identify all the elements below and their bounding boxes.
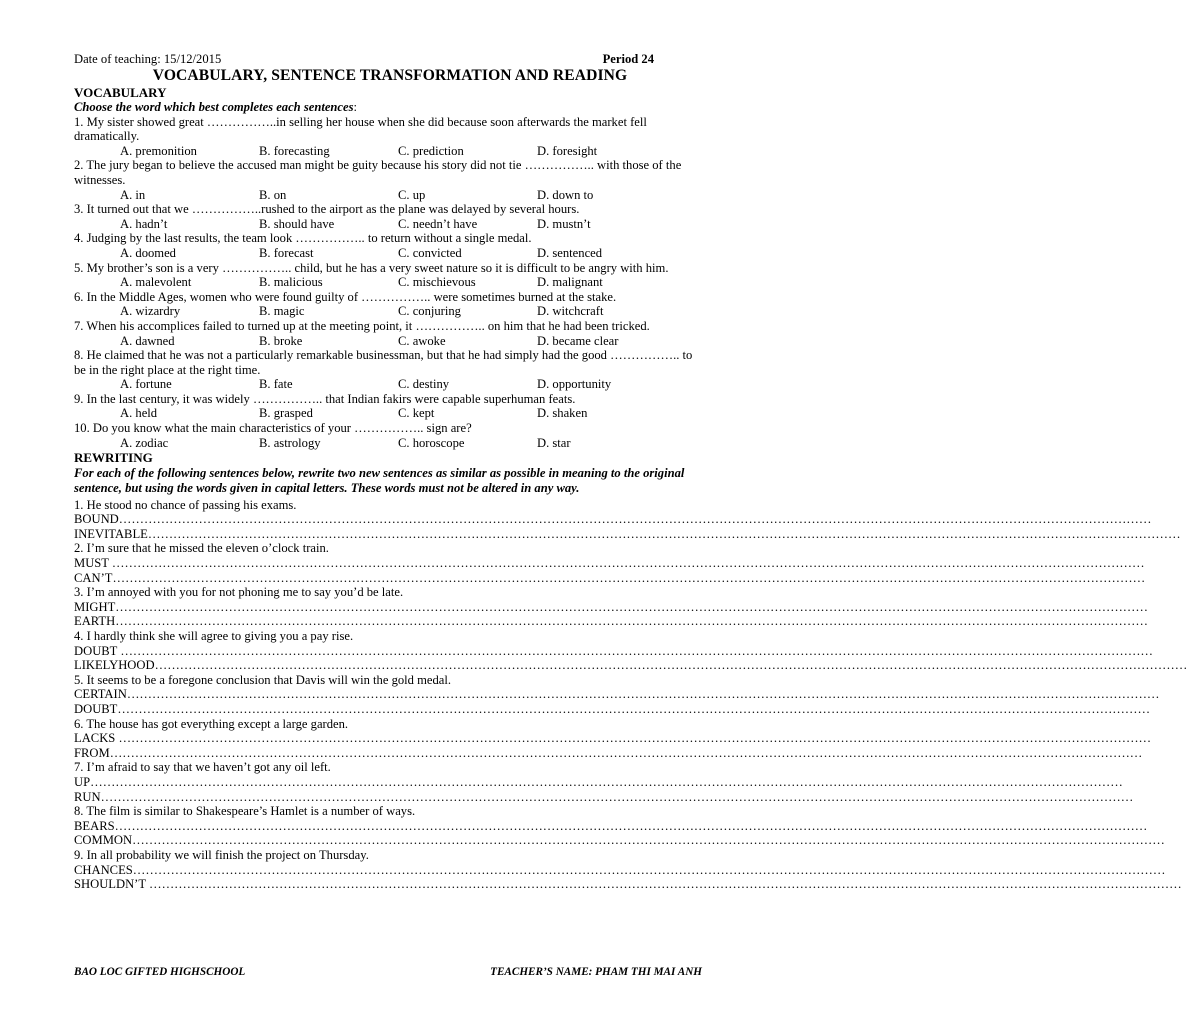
answer-option: A. dawned — [120, 333, 175, 348]
rewrite-item — [74, 847, 1182, 892]
keyword: FROM — [74, 745, 110, 760]
answer-option: D. down to — [537, 187, 594, 202]
answer-line[interactable] — [74, 526, 1181, 542]
rewrite-sentence: 9. In all probability we will finish the project on Thursday. — [74, 847, 369, 862]
answer-option: C. convicted — [398, 245, 462, 260]
answer-line[interactable] — [74, 599, 1148, 615]
answer-options — [74, 436, 706, 451]
question-text: 6. In the Middle Ages, women who were found guilty of …………….. were sometimes burned at the stake. — [74, 289, 617, 304]
keyword: INEVITABLE — [74, 526, 148, 541]
answer-option: C. kept — [398, 406, 435, 421]
answer-options — [74, 406, 706, 421]
keyword: BEARS — [74, 818, 115, 833]
question-text: 3. It turned out that we ……………..rushed to the airport as the plane was delayed by several hours. — [74, 202, 580, 217]
question-item — [74, 202, 706, 231]
question-text: 1. My sister showed great ……………..in selling her house when she did because soon afterwards the market fell dramatically. — [74, 114, 647, 144]
keyword: COMMON — [74, 833, 133, 848]
rewrite-sentence: 4. I hardly think she will agree to giving you a pay rise. — [74, 629, 354, 643]
keyword: MUST — [74, 556, 112, 571]
dotted-fill: ………………………………………………………………………………………………………………………………………………………………………………………………………………………… — [118, 512, 1152, 527]
page-footer — [74, 966, 702, 978]
answer-line[interactable] — [74, 556, 1145, 571]
keyword: CAN’T — [74, 570, 113, 585]
dotted-fill: ………………………………………………………………………………………………………………………………………………………………………………………………………………………… — [111, 556, 1145, 571]
answer-option: C. destiny — [398, 377, 450, 392]
answer-option: C. mischievous — [398, 275, 476, 290]
question-item — [74, 348, 706, 392]
dotted-fill: ………………………………………………………………………………………………………………………………………………………………………………………………………………………… — [154, 658, 1187, 673]
answer-option: B. fate — [259, 377, 293, 392]
answer-option: A. in — [120, 187, 146, 202]
dotted-fill: ………………………………………………………………………………………………………………………………………………………………………………………………………………………… — [126, 687, 1160, 702]
teacher-name: TEACHER’S NAME: PHAM THI MAI ANH — [490, 966, 702, 978]
answer-option: A. malevolent — [120, 275, 192, 290]
vocabulary-instruction: Choose the word which best completes each sentences — [74, 100, 354, 114]
instruction-colon: : — [353, 100, 358, 114]
answer-option: B. magic — [259, 304, 305, 319]
rewrite-sentence: 6. The house has got everything except a large garden. — [74, 716, 349, 731]
answer-option: C. conjuring — [398, 304, 461, 319]
answer-line[interactable] — [74, 877, 1182, 892]
dotted-fill: ………………………………………………………………………………………………………………………………………………………………………………………………………………………… — [100, 789, 1134, 804]
keyword: RUN — [74, 789, 101, 804]
date-of-teaching: Date of teaching: 15/12/2015 — [74, 52, 222, 66]
answer-option: B. broke — [259, 333, 303, 348]
rewrite-item — [74, 672, 1160, 717]
answer-options — [74, 144, 706, 159]
keyword: DOUBT — [74, 701, 118, 716]
question-text: 7. When his accomplices failed to turned up at the meeting point, it …………….. on him that he had been tricked. — [74, 318, 650, 333]
question-item — [74, 115, 706, 159]
answer-line[interactable] — [74, 570, 1146, 586]
vocabulary-heading: VOCABULARY — [74, 85, 167, 100]
answer-line[interactable] — [74, 862, 1166, 878]
rewrite-sentence: 1. He stood no chance of passing his exams. — [74, 497, 297, 512]
dotted-fill: ………………………………………………………………………………………………………………………………………………………………………………………………………………………… — [132, 833, 1165, 848]
answer-option: B. forecasting — [259, 143, 330, 158]
answer-option: C. awoke — [398, 333, 446, 348]
rewrite-sentence: 5. It seems to be a foregone conclusion that Davis will win the gold medal. — [74, 672, 452, 687]
question-item — [74, 290, 706, 319]
answer-option: C. up — [398, 187, 426, 202]
keyword: CHANCES — [74, 862, 133, 877]
answer-option: B. on — [259, 187, 287, 202]
dotted-fill: ………………………………………………………………………………………………………………………………………………………………………………………………………………………… — [132, 862, 1166, 877]
answer-option: A. wizardry — [120, 304, 181, 319]
answer-option: B. grasped — [259, 406, 313, 421]
answer-option: B. should have — [259, 216, 335, 231]
answer-line[interactable] — [74, 701, 1151, 717]
rewrite-item — [74, 804, 1165, 848]
answer-option: A. premonition — [120, 143, 197, 158]
answer-line[interactable] — [74, 833, 1165, 848]
dotted-fill: ………………………………………………………………………………………………………………………………………………………………………………………………………………………… — [147, 526, 1181, 541]
answer-line[interactable] — [74, 614, 1148, 629]
answer-option: D. foresight — [537, 143, 598, 158]
answer-line[interactable] — [74, 789, 1134, 805]
rewrite-sentence: 2. I’m sure that he missed the eleven o’clock train. — [74, 541, 329, 556]
question-item — [74, 231, 706, 260]
answer-option: B. malicious — [259, 275, 323, 290]
dotted-fill: ………………………………………………………………………………………………………………………………………………………………………………………………………………………… — [90, 774, 1123, 789]
vocabulary-instruction-row — [74, 100, 706, 115]
keyword: LIKELYHOOD — [74, 658, 155, 673]
rewrite-item — [74, 716, 1152, 761]
answer-options — [74, 334, 706, 349]
question-item — [74, 319, 706, 348]
answer-option: D. shaken — [537, 406, 588, 421]
keyword: BOUND — [74, 512, 119, 527]
answer-options — [74, 377, 706, 392]
rewrite-sentence: 7. I’m afraid to say that we haven’t got any oil left. — [74, 760, 331, 775]
answer-option: C. horoscope — [398, 435, 465, 450]
answer-line[interactable] — [74, 745, 1143, 761]
rewriting-instruction: For each of the following sentences below, rewrite two new sentences as similar as possible in meaning to the original sentence, but using the words given in capital letters. These words must not be altered in any way. — [74, 466, 685, 496]
keyword: DOUBT — [74, 643, 121, 658]
page-header — [74, 52, 706, 67]
answer-options — [74, 217, 706, 232]
answer-options — [74, 304, 706, 319]
answer-line[interactable] — [74, 658, 1187, 673]
question-item — [74, 158, 706, 202]
dotted-fill: ………………………………………………………………………………………………………………………………………………………………………………………………………………………… — [112, 570, 1146, 585]
answer-option: A. fortune — [120, 377, 172, 392]
answer-line[interactable] — [74, 818, 1148, 834]
answer-option: C. prediction — [398, 143, 464, 158]
question-item — [74, 421, 706, 450]
question-text: 9. In the last century, it was widely …………….. that Indian fakirs were capable superhuman feats. — [74, 391, 576, 406]
answer-option: D. star — [537, 435, 571, 450]
question-text: 5. My brother’s son is a very …………….. child, but he has a very sweet nature so it is difficult to be angry with him. — [74, 260, 669, 275]
answer-option: D. sentenced — [537, 245, 603, 260]
answer-option: A. hadn’t — [120, 216, 168, 231]
answer-option: D. witchcraft — [537, 304, 604, 319]
keyword: CERTAIN — [74, 687, 127, 702]
worksheet-title: VOCABULARY, SENTENCE TRANSFORMATION AND READING — [152, 67, 628, 84]
answer-option: B. forecast — [259, 245, 314, 260]
question-text: 2. The jury began to believe the accused man might be guity because his story did not tie …………….. with those of the witnesses. — [74, 158, 682, 187]
question-item — [74, 261, 706, 290]
dotted-fill: ………………………………………………………………………………………………………………………………………………………………………………………………………………………… — [114, 818, 1148, 833]
keyword: LACKS — [74, 731, 119, 746]
answer-options — [74, 275, 706, 290]
answer-options — [74, 246, 706, 261]
dotted-fill: ………………………………………………………………………………………………………………………………………………………………………………………………………………………… — [115, 599, 1148, 614]
answer-option: D. mustn’t — [537, 216, 591, 231]
keyword: MIGHT — [74, 599, 116, 614]
answer-option: D. malignant — [537, 275, 603, 290]
dotted-fill: ………………………………………………………………………………………………………………………………………………………………………………………………………………………… — [118, 731, 1152, 746]
answer-line[interactable] — [74, 643, 1153, 659]
school-name: BAO LOC GIFTED HIGHSCHOOL — [74, 966, 246, 978]
question-text: 10. Do you know what the main characteristics of your …………….. sign are? — [74, 421, 472, 436]
answer-option: B. astrology — [259, 435, 321, 450]
question-text: 4. Judging by the last results, the team look …………….. to return without a single medal. — [74, 231, 532, 246]
answer-option: A. held — [120, 406, 158, 421]
rewrite-item — [74, 585, 1148, 629]
dotted-fill: ………………………………………………………………………………………………………………………………………………………………………………………………………………………… — [115, 614, 1148, 629]
answer-line[interactable] — [74, 687, 1160, 702]
worksheet-page — [74, 52, 1187, 892]
rewrite-sentence: 3. I’m annoyed with you for not phoning me to say you’d be late. — [74, 585, 404, 600]
rewrite-item — [74, 629, 1187, 673]
answer-option: A. zodiac — [120, 435, 169, 450]
answer-line[interactable] — [74, 774, 1123, 790]
answer-option: C. needn’t have — [398, 216, 478, 231]
answer-option: D. became clear — [537, 333, 619, 348]
answer-option: A. doomed — [120, 245, 176, 260]
keyword: SHOULDN’T — [74, 877, 149, 892]
rewrite-sentence: 8. The film is similar to Shakespeare’s Hamlet is a number of ways. — [74, 804, 416, 819]
dotted-fill: ………………………………………………………………………………………………………………………………………………………………………………………………………………………… — [109, 745, 1143, 760]
keyword: UP — [74, 774, 91, 789]
vocabulary-questions — [74, 115, 706, 451]
rewrite-item — [74, 497, 1181, 542]
answer-line[interactable] — [74, 512, 1152, 527]
question-text: 8. He claimed that he was not a particularly remarkable businessman, but that he had simply had the good …………….. to be in the right place at the right time. — [74, 348, 693, 377]
period-label: Period 24 — [602, 52, 654, 66]
question-item — [74, 392, 706, 421]
keyword: EARTH — [74, 614, 116, 629]
answer-line[interactable] — [74, 731, 1152, 746]
answer-option: D. opportunity — [537, 377, 612, 392]
answer-options — [74, 188, 706, 203]
dotted-fill: ………………………………………………………………………………………………………………………………………………………………………………………………………………………… — [117, 701, 1151, 716]
dotted-fill: ………………………………………………………………………………………………………………………………………………………………………………………………………………………… — [148, 877, 1182, 892]
rewriting-heading: REWRITING — [74, 450, 153, 466]
dotted-fill: ………………………………………………………………………………………………………………………………………………………………………………………………………………………… — [120, 643, 1153, 658]
rewrite-item — [74, 541, 1146, 585]
rewrite-item — [74, 760, 1134, 804]
rewriting-items — [74, 497, 1187, 892]
